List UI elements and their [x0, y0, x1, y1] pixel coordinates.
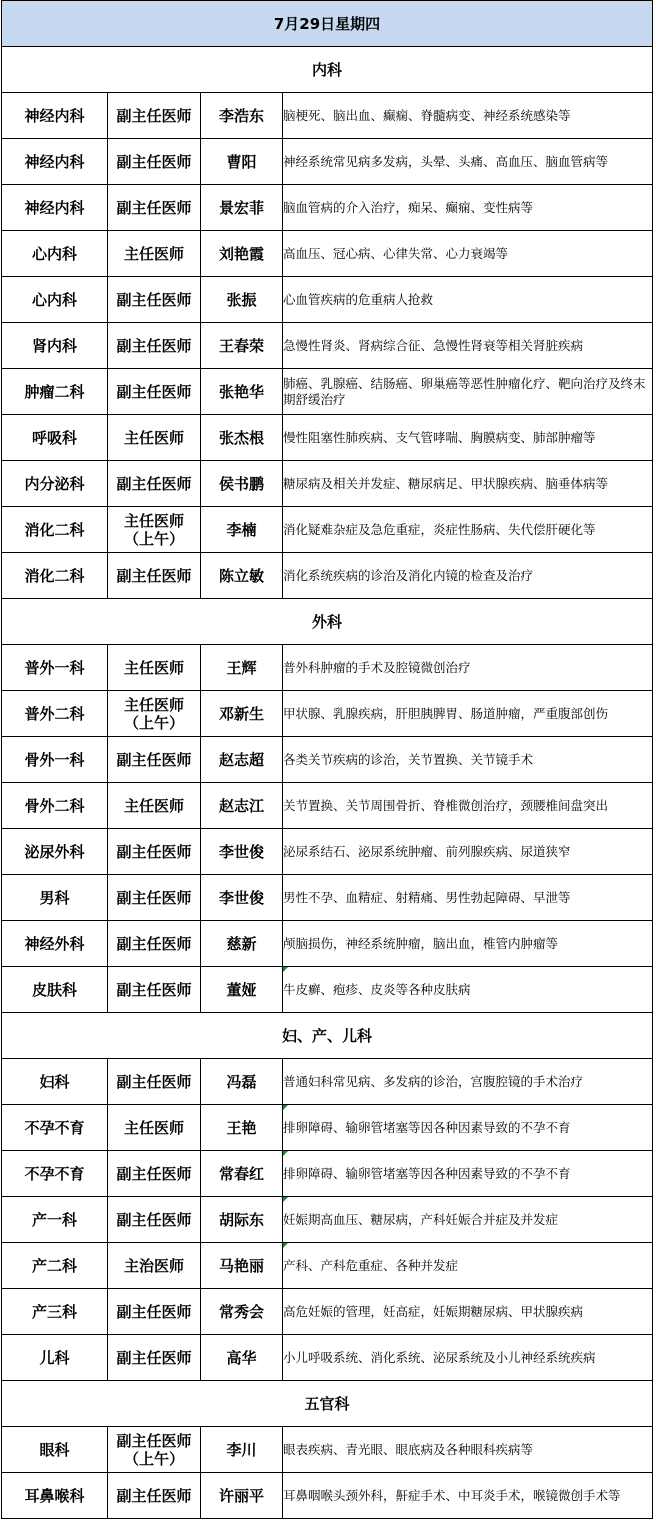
title-cell [108, 691, 201, 737]
doctor-name-cell: 张艳华 [201, 369, 283, 415]
table-row [2, 93, 653, 139]
doctor-name-cell: 曹阳 [201, 139, 283, 185]
specialty-cell: 普外科肿瘤的手术及腔镜微创治疗 [283, 645, 653, 691]
table-row [2, 553, 653, 599]
doctor-title: 副主任医师 [116, 1210, 192, 1229]
department-cell: 神经内科 [2, 185, 108, 231]
department-cell: 儿科 [2, 1335, 108, 1381]
doctor-title: 副主任医师 [116, 152, 192, 171]
doctor-name-cell: 王春荣 [201, 323, 283, 369]
specialty-cell: 肺癌、乳腺癌、结肠癌、卵巢癌等恶性肿瘤化疗、靶向治疗及终末期舒缓治疗 [283, 369, 653, 415]
title-cell [108, 875, 201, 921]
title-cell [108, 139, 201, 185]
department-cell: 产一科 [2, 1197, 108, 1243]
doctor-title: 副主任医师 [116, 934, 192, 953]
section-header-row [2, 47, 653, 93]
doctor-title: 副主任医师 [116, 566, 192, 585]
department-cell: 神经内科 [2, 139, 108, 185]
table-row [2, 875, 653, 921]
table-row [2, 1197, 653, 1243]
table-row [2, 277, 653, 323]
specialty-cell: 慢性阻塞性肺疾病、支气管哮喘、胸膜病变、肺部肿瘤等 [283, 415, 653, 461]
title-cell [108, 553, 201, 599]
doctor-name-cell: 王辉 [201, 645, 283, 691]
title-cell [108, 277, 201, 323]
title-cell [108, 1335, 201, 1381]
department-cell: 消化二科 [2, 553, 108, 599]
doctor-name-cell: 王艳 [201, 1105, 283, 1151]
doctor-name-cell: 刘艳霞 [201, 231, 283, 277]
table-row [2, 921, 653, 967]
doctor-name-cell: 常春红 [201, 1151, 283, 1197]
department-cell: 不孕不育 [2, 1151, 108, 1197]
doctor-name-cell: 冯磊 [201, 1059, 283, 1105]
title-cell [108, 507, 201, 553]
department-cell: 耳鼻喉科 [2, 1473, 108, 1519]
table-row [2, 737, 653, 783]
department-cell: 心内科 [2, 231, 108, 277]
table-row [2, 1335, 653, 1381]
department-cell: 心内科 [2, 277, 108, 323]
specialty-cell: 消化疑难杂症及急危重症，炎症性肠病、失代偿肝硬化等 [283, 507, 653, 553]
specialty-cell: 颅脑损伤，神经系统肿瘤，脑出血，椎管内肿瘤等 [283, 921, 653, 967]
doctor-title: 主任医师 [123, 796, 184, 815]
section-title: 妇、产、儿科 [2, 1013, 653, 1059]
title-cell [108, 1151, 201, 1197]
doctor-name-cell: 李楠 [201, 507, 283, 553]
session-note: （上午） [123, 529, 184, 548]
doctor-name-cell: 李川 [201, 1427, 283, 1473]
doctor-name-cell: 张振 [201, 277, 283, 323]
table-row [2, 369, 653, 415]
department-cell: 呼吸科 [2, 415, 108, 461]
doctor-name-cell: 慈新 [201, 921, 283, 967]
title-cell [108, 1105, 201, 1151]
doctor-name-cell: 张杰根 [201, 415, 283, 461]
specialty-cell: 关节置换、关节周围骨折、脊椎微创治疗，颈腰椎间盘突出 [283, 783, 653, 829]
doctor-name-cell: 景宏菲 [201, 185, 283, 231]
department-cell: 骨外一科 [2, 737, 108, 783]
department-cell: 普外一科 [2, 645, 108, 691]
specialty-cell: 小儿呼吸系统、消化系统、泌尿系统及小儿神经系统疾病 [283, 1335, 653, 1381]
doctor-name-cell: 李世俊 [201, 875, 283, 921]
doctor-title: 主治医师 [123, 1256, 184, 1275]
doctor-title: 主任医师 [123, 428, 184, 447]
table-row [2, 1243, 653, 1289]
table-row [2, 1427, 653, 1473]
department-cell: 产二科 [2, 1243, 108, 1289]
doctor-title: 副主任医师 [116, 1486, 192, 1505]
doctor-name-cell: 李世俊 [201, 829, 283, 875]
doctor-title: 副主任医师 [116, 1431, 192, 1450]
specialty-cell: 高血压、冠心病、心律失常、心力衰竭等 [283, 231, 653, 277]
title-cell [108, 645, 201, 691]
doctor-title: 副主任医师 [116, 980, 192, 999]
title-cell [108, 1427, 201, 1473]
doctor-name-cell: 董娅 [201, 967, 283, 1013]
schedule-date-title: 7月29日星期四 [2, 1, 653, 47]
section-title: 内科 [2, 47, 653, 93]
specialty-cell: 产科、产科危重症、各种并发症 [283, 1243, 653, 1289]
title-cell [108, 231, 201, 277]
specialty-cell: 泌尿系结石、泌尿系统肿瘤、前列腺疾病、尿道狭窄 [283, 829, 653, 875]
department-cell: 普外二科 [2, 691, 108, 737]
specialty-cell: 高危妊娠的管理，妊高症，妊娠期糖尿病、甲状腺疾病 [283, 1289, 653, 1335]
doctor-name-cell: 马艳丽 [201, 1243, 283, 1289]
specialty-cell: 排卵障碍、输卵管堵塞等因各种因素导致的不孕不育 [283, 1105, 653, 1151]
table-row [2, 783, 653, 829]
doctor-name-cell: 邓新生 [201, 691, 283, 737]
title-cell [108, 737, 201, 783]
doctor-title: 副主任医师 [116, 1164, 192, 1183]
table-row [2, 1105, 653, 1151]
department-cell: 不孕不育 [2, 1105, 108, 1151]
doctor-name-cell: 胡际东 [201, 1197, 283, 1243]
title-cell [108, 93, 201, 139]
table-row [2, 1059, 653, 1105]
table-row [2, 139, 653, 185]
doctor-name-cell: 李浩东 [201, 93, 283, 139]
specialty-cell: 脑血管病的介入治疗，痴呆、癫痫、变性病等 [283, 185, 653, 231]
session-note: （上午） [123, 713, 184, 732]
doctor-title: 副主任医师 [116, 336, 192, 355]
specialty-cell: 急慢性肾炎、肾病综合征、急慢性肾衰等相关肾脏疾病 [283, 323, 653, 369]
specialty-cell: 男性不孕、血精症、射精痛、男性勃起障碍、早泄等 [283, 875, 653, 921]
doctor-title: 副主任医师 [116, 842, 192, 861]
department-cell: 肾内科 [2, 323, 108, 369]
doctor-title: 副主任医师 [116, 198, 192, 217]
section-title: 外科 [2, 599, 653, 645]
doctor-title: 主任医师 [123, 1118, 184, 1137]
doctor-name-cell: 许丽平 [201, 1473, 283, 1519]
department-cell: 男科 [2, 875, 108, 921]
department-cell: 产三科 [2, 1289, 108, 1335]
doctor-title: 副主任医师 [116, 1348, 192, 1367]
table-row [2, 1151, 653, 1197]
doctor-title: 副主任医师 [116, 1302, 192, 1321]
doctor-title: 副主任医师 [116, 382, 192, 401]
table-row [2, 691, 653, 737]
specialty-cell: 牛皮癣、疱疹、皮炎等各种皮肤病 [283, 967, 653, 1013]
title-row [2, 1, 653, 47]
title-cell [108, 783, 201, 829]
department-cell: 消化二科 [2, 507, 108, 553]
table-row [2, 829, 653, 875]
section-header-row [2, 1381, 653, 1427]
doctor-title: 副主任医师 [116, 1072, 192, 1091]
specialty-cell: 糖尿病及相关并发症、糖尿病足、甲状腺疾病、脑垂体病等 [283, 461, 653, 507]
specialty-cell: 神经系统常见病多发病，头晕、头痛、高血压、脑血管病等 [283, 139, 653, 185]
doctor-title: 主任医师 [123, 658, 184, 677]
session-note: （上午） [123, 1449, 184, 1468]
title-cell [108, 1473, 201, 1519]
department-cell: 肿瘤二科 [2, 369, 108, 415]
title-cell [108, 415, 201, 461]
table-row [2, 1289, 653, 1335]
table-row [2, 507, 653, 553]
title-cell [108, 1243, 201, 1289]
title-cell [108, 461, 201, 507]
section-title: 五官科 [2, 1381, 653, 1427]
doctor-title: 副主任医师 [116, 750, 192, 769]
department-cell: 内分泌科 [2, 461, 108, 507]
specialty-cell: 消化系统疾病的诊治及消化内镜的检查及治疗 [283, 553, 653, 599]
doctor-name-cell: 侯书鹏 [201, 461, 283, 507]
doctor-title: 主任医师 [123, 695, 184, 714]
table-row [2, 461, 653, 507]
title-cell [108, 921, 201, 967]
title-cell [108, 185, 201, 231]
department-cell: 皮肤科 [2, 967, 108, 1013]
department-cell: 神经外科 [2, 921, 108, 967]
specialty-cell: 心血管疾病的危重病人抢救 [283, 277, 653, 323]
table-row [2, 323, 653, 369]
specialty-cell: 各类关节疾病的诊治，关节置换、关节镜手术 [283, 737, 653, 783]
duty-schedule-table [1, 0, 653, 1519]
title-cell [108, 1197, 201, 1243]
specialty-cell: 耳鼻咽喉头颈外科，鼾症手术、中耳炎手术，喉镜微创手术等 [283, 1473, 653, 1519]
section-header-row [2, 599, 653, 645]
doctor-name-cell: 赵志江 [201, 783, 283, 829]
title-cell [108, 1289, 201, 1335]
department-cell: 妇科 [2, 1059, 108, 1105]
doctor-name-cell: 陈立敏 [201, 553, 283, 599]
doctor-title: 主任医师 [123, 511, 184, 530]
doctor-name-cell: 常秀会 [201, 1289, 283, 1335]
department-cell: 骨外二科 [2, 783, 108, 829]
title-cell [108, 967, 201, 1013]
title-cell [108, 369, 201, 415]
table-row [2, 415, 653, 461]
table-row [2, 645, 653, 691]
specialty-cell: 普通妇科常见病、多发病的诊治，宫腹腔镜的手术治疗 [283, 1059, 653, 1105]
doctor-name-cell: 赵志超 [201, 737, 283, 783]
doctor-title: 副主任医师 [116, 888, 192, 907]
table-row [2, 231, 653, 277]
department-cell: 神经内科 [2, 93, 108, 139]
specialty-cell: 眼表疾病、青光眼、眼底病及各种眼科疾病等 [283, 1427, 653, 1473]
doctor-title: 副主任医师 [116, 474, 192, 493]
table-row [2, 185, 653, 231]
department-cell: 眼科 [2, 1427, 108, 1473]
doctor-title: 主任医师 [123, 244, 184, 263]
title-cell [108, 829, 201, 875]
doctor-name-cell: 高华 [201, 1335, 283, 1381]
table-row [2, 967, 653, 1013]
section-header-row [2, 1013, 653, 1059]
doctor-title: 副主任医师 [116, 290, 192, 309]
specialty-cell: 排卵障碍、输卵管堵塞等因各种因素导致的不孕不育 [283, 1151, 653, 1197]
title-cell [108, 1059, 201, 1105]
department-cell: 泌尿外科 [2, 829, 108, 875]
specialty-cell: 脑梗死、脑出血、癫痫、脊髓病变、神经系统感染等 [283, 93, 653, 139]
doctor-title: 副主任医师 [116, 106, 192, 125]
specialty-cell: 甲状腺、乳腺疾病，肝胆胰脾胃、肠道肿瘤，严重腹部创伤 [283, 691, 653, 737]
title-cell [108, 323, 201, 369]
table-row [2, 1473, 653, 1519]
specialty-cell: 妊娠期高血压、糖尿病，产科妊娠合并症及并发症 [283, 1197, 653, 1243]
